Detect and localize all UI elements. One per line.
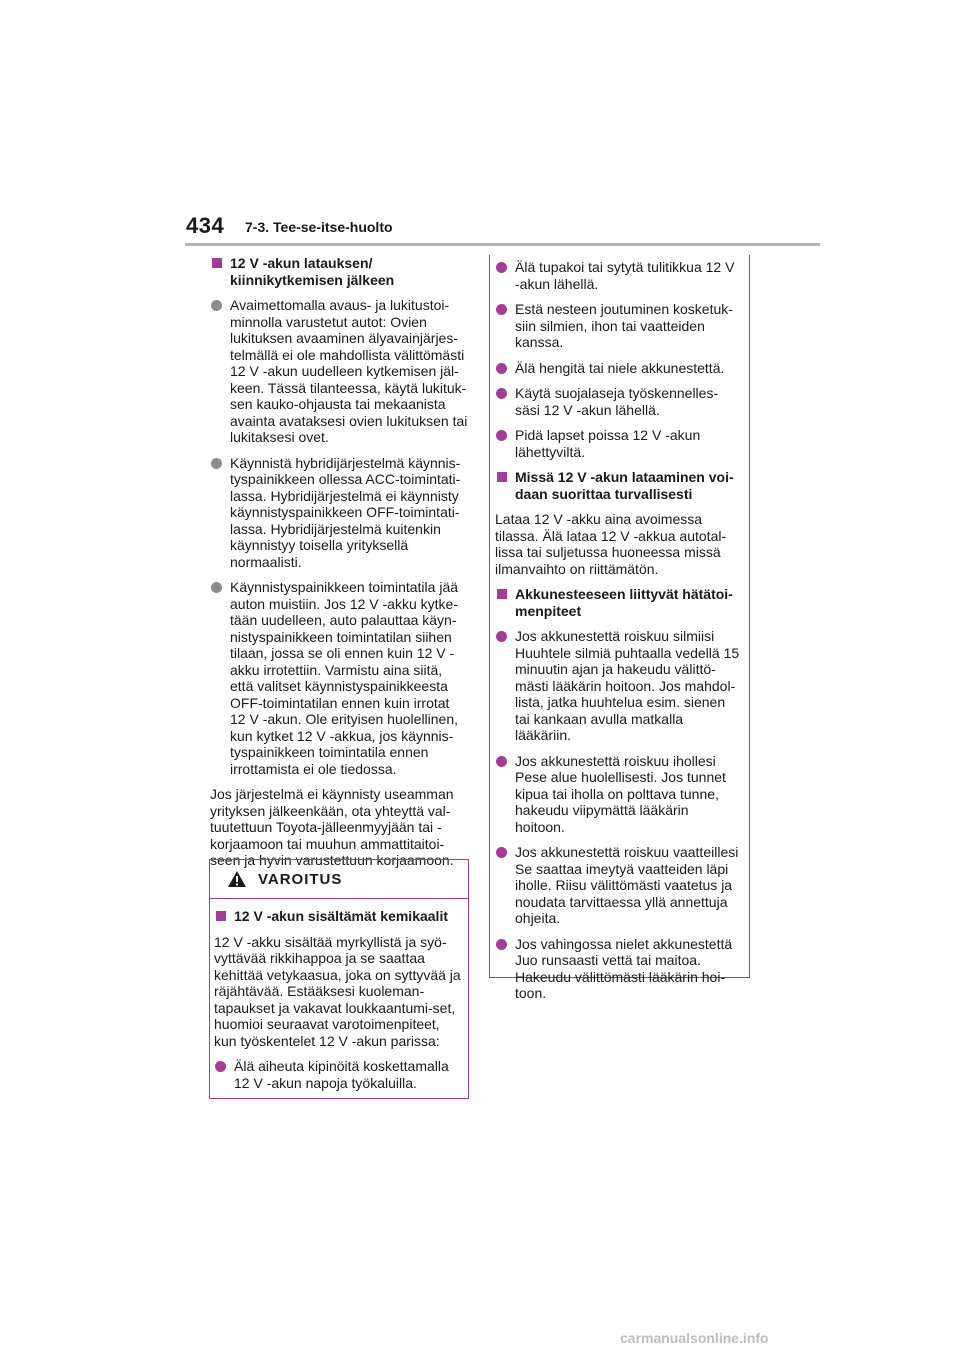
safe-charging-heading (495, 469, 742, 502)
square-bullet-icon (497, 472, 507, 482)
list-item-text: Käytä suojalaseja työskennelles-säsi 12 V -akun lähellä. (515, 385, 719, 418)
circle-bullet-icon (496, 388, 507, 399)
list-item-text: Jos akkunestettä roiskuu silmiisi Huuhtele silmiä puhtaalla vedellä 15 minuutin ajan ja hakeudu välittö-mästi lääkärin hoitoon. Jos mahdol-lista, jatka huuhtelua esim. sienen tai kankaan avulla matkalla lääkäriin. (515, 628, 740, 743)
list-item (210, 455, 468, 571)
watermark: carmanualsonline.info (620, 1330, 769, 1346)
list-item-text: Estä nesteen joutuminen kosketuk-siin silmien, ihon tai vaatteiden kanssa. (515, 301, 733, 350)
circle-bullet-icon (211, 582, 222, 593)
list-item (495, 427, 742, 460)
square-bullet-icon (497, 589, 507, 599)
list-item-text: Jos vahingossa nielet akkunestettä Juo runsaasti vettä tai maitoa. Hakeudu välittömästi lääkärin hoi-toon. (515, 935, 733, 1001)
list-item-text: Älä aiheuta kipinöitä koskettamalla 12 V -akun napoja työkaluilla. (234, 1058, 449, 1091)
warning-box (209, 859, 469, 1099)
section-title: 7-3. Tee-se-itse-huolto (245, 219, 393, 235)
circle-bullet-icon (496, 631, 507, 642)
square-bullet-icon (216, 911, 226, 921)
dealer-contact-paragraph: Jos järjestelmä ei käynnisty useamman yrityksen jälkeenkään, ota yhteyttä val-tuutettuun Toyota-jälleenmyyjään tai -korjaamoon tai muuhun ammattitaitoi-seen ja hyvin varustettuun korjaamoon. (210, 786, 454, 868)
circle-bullet-icon (211, 300, 222, 311)
left-column (210, 255, 468, 878)
page-header (0, 0, 960, 250)
list-item (495, 936, 742, 1002)
list-item (210, 297, 468, 446)
list-item (495, 844, 742, 927)
warning-paragraph: 12 V -akku sisältää myrkyllistä ja syö-vyttävää rikkihappoa ja se saattaa kehittää vetykaasua, joka on syttyvää ja räjähtävää. Estääksesi kuoleman-tapaukset ja vakavat loukkaantumi-set, huomioi seuraavat varotoimenpiteet, kun työskentelet 12 V -akun parissa: (214, 933, 461, 1049)
circle-bullet-icon (215, 1061, 226, 1072)
header-divider (185, 243, 820, 246)
page-number: 434 (186, 213, 225, 238)
circle-bullet-icon (496, 756, 507, 767)
heading-text: Akkunesteeseen liittyvät hätätoi-menpiteet (515, 586, 733, 619)
list-item-text: Älä hengitä tai niele akkunestettä. (515, 359, 725, 376)
heading-text: Missä 12 V -akun lataaminen voi-daan suorittaa turvallisesti (515, 469, 734, 502)
circle-bullet-icon (496, 847, 507, 858)
warning-box-continued (489, 255, 750, 1001)
list-item (210, 579, 468, 777)
warning-title-row (210, 860, 468, 899)
circle-bullet-icon (496, 304, 507, 315)
list-item (495, 753, 742, 836)
square-bullet-icon (212, 258, 222, 268)
circle-bullet-icon (496, 262, 507, 273)
heading-after-charging (210, 255, 468, 288)
list-item (214, 1058, 464, 1091)
warning-triangle-icon (227, 870, 247, 888)
list-item (495, 301, 742, 351)
circle-bullet-icon (496, 363, 507, 374)
list-item (495, 360, 742, 377)
heading-text: 12 V -akun latauksen/ kiinnikytkemisen jälkeen (230, 255, 395, 288)
list-item-text: Älä tupakoi tai sytytä tulitikkua 12 V -akun lähellä. (515, 259, 735, 292)
safe-charging-paragraph: Lataa 12 V -akku aina avoimessa tilassa. Älä lataa 12 V -akkua autotal-lissa tai suljetussa huoneessa missä ilmanvaihto on riittämätön. (495, 511, 727, 577)
list-item-text: Käynnistyspainikkeen toimintatila jää auton muistiin. Jos 12 V -akku kytke-tään uudelleen, auto palauttaa käyn-nistyspainikkeen toimintatilan siihen tilaan, jossa se oli ennen kuin 12 V -akku irrotettiin. Varmistu aina siitä, että valitset käynnistyspainikkeesta OFF-toimintatilan ennen kuin irrotat 12 V -akun. Ole erityisen huolellinen, kun kytket 12 V -akkua, jos käynnis-tyspainikkeen toimintatila ennen irrottamista ei ole tiedossa. (230, 579, 459, 777)
list-item-text: Käynnistä hybridijärjestelmä käynnis-tyspainikkeen ollessa ACC-toimintati-lassa. Hybridijärjestelmä ei käynnisty käynnistyspainikkeen OFF-toimintati-lassa. Hybridijärjestelmä kuitenkin käynnistyy toisella yrityksellä normaalisti. (230, 454, 461, 570)
list-item-text: Jos akkunestettä roiskuu ihollesi Pese alue huolellisesti. Jos tunnet kipua tai iholla on polttava tunne, hakeudu viipymättä lääkärin hoitoon. (515, 752, 726, 835)
list-item-text: Avaimettomalla avaus- ja lukitustoi-minnolla varustetut autot: Ovien lukituksen avaaminen älyavainjärjes-telmällä ei ole mahdollista välittömästi 12 V -akun uudelleen kytkemisen jäl-keen. Tässä tilanteessa, käytä lukituk-sen kauko-ohjausta tai mekaanista avainta avataksesi ovien lukituksen tai lukitaksesi ovet. (230, 297, 468, 445)
emergency-heading (495, 586, 742, 619)
circle-bullet-icon (496, 939, 507, 950)
list-item (495, 628, 742, 744)
warning-body-continued (490, 255, 742, 1002)
list-item-text: Pidä lapset poissa 12 V -akun lähettyviltä. (515, 427, 701, 460)
circle-bullet-icon (211, 458, 222, 469)
list-item (495, 259, 742, 292)
warning-heading (214, 908, 464, 925)
warning-title: VAROITUS (258, 871, 343, 888)
list-item (495, 385, 742, 418)
warning-body (210, 899, 464, 1091)
heading-text: 12 V -akun sisältämät kemikaalit (234, 908, 448, 924)
list-item-text: Jos akkunestettä roiskuu vaatteillesi Se saattaa imeytyä vaatteiden läpi iholle. Riisu välittömästi vaatetus ja noudata tarvittaessa yllä annettuja ohjeita. (515, 844, 739, 926)
circle-bullet-icon (496, 430, 507, 441)
